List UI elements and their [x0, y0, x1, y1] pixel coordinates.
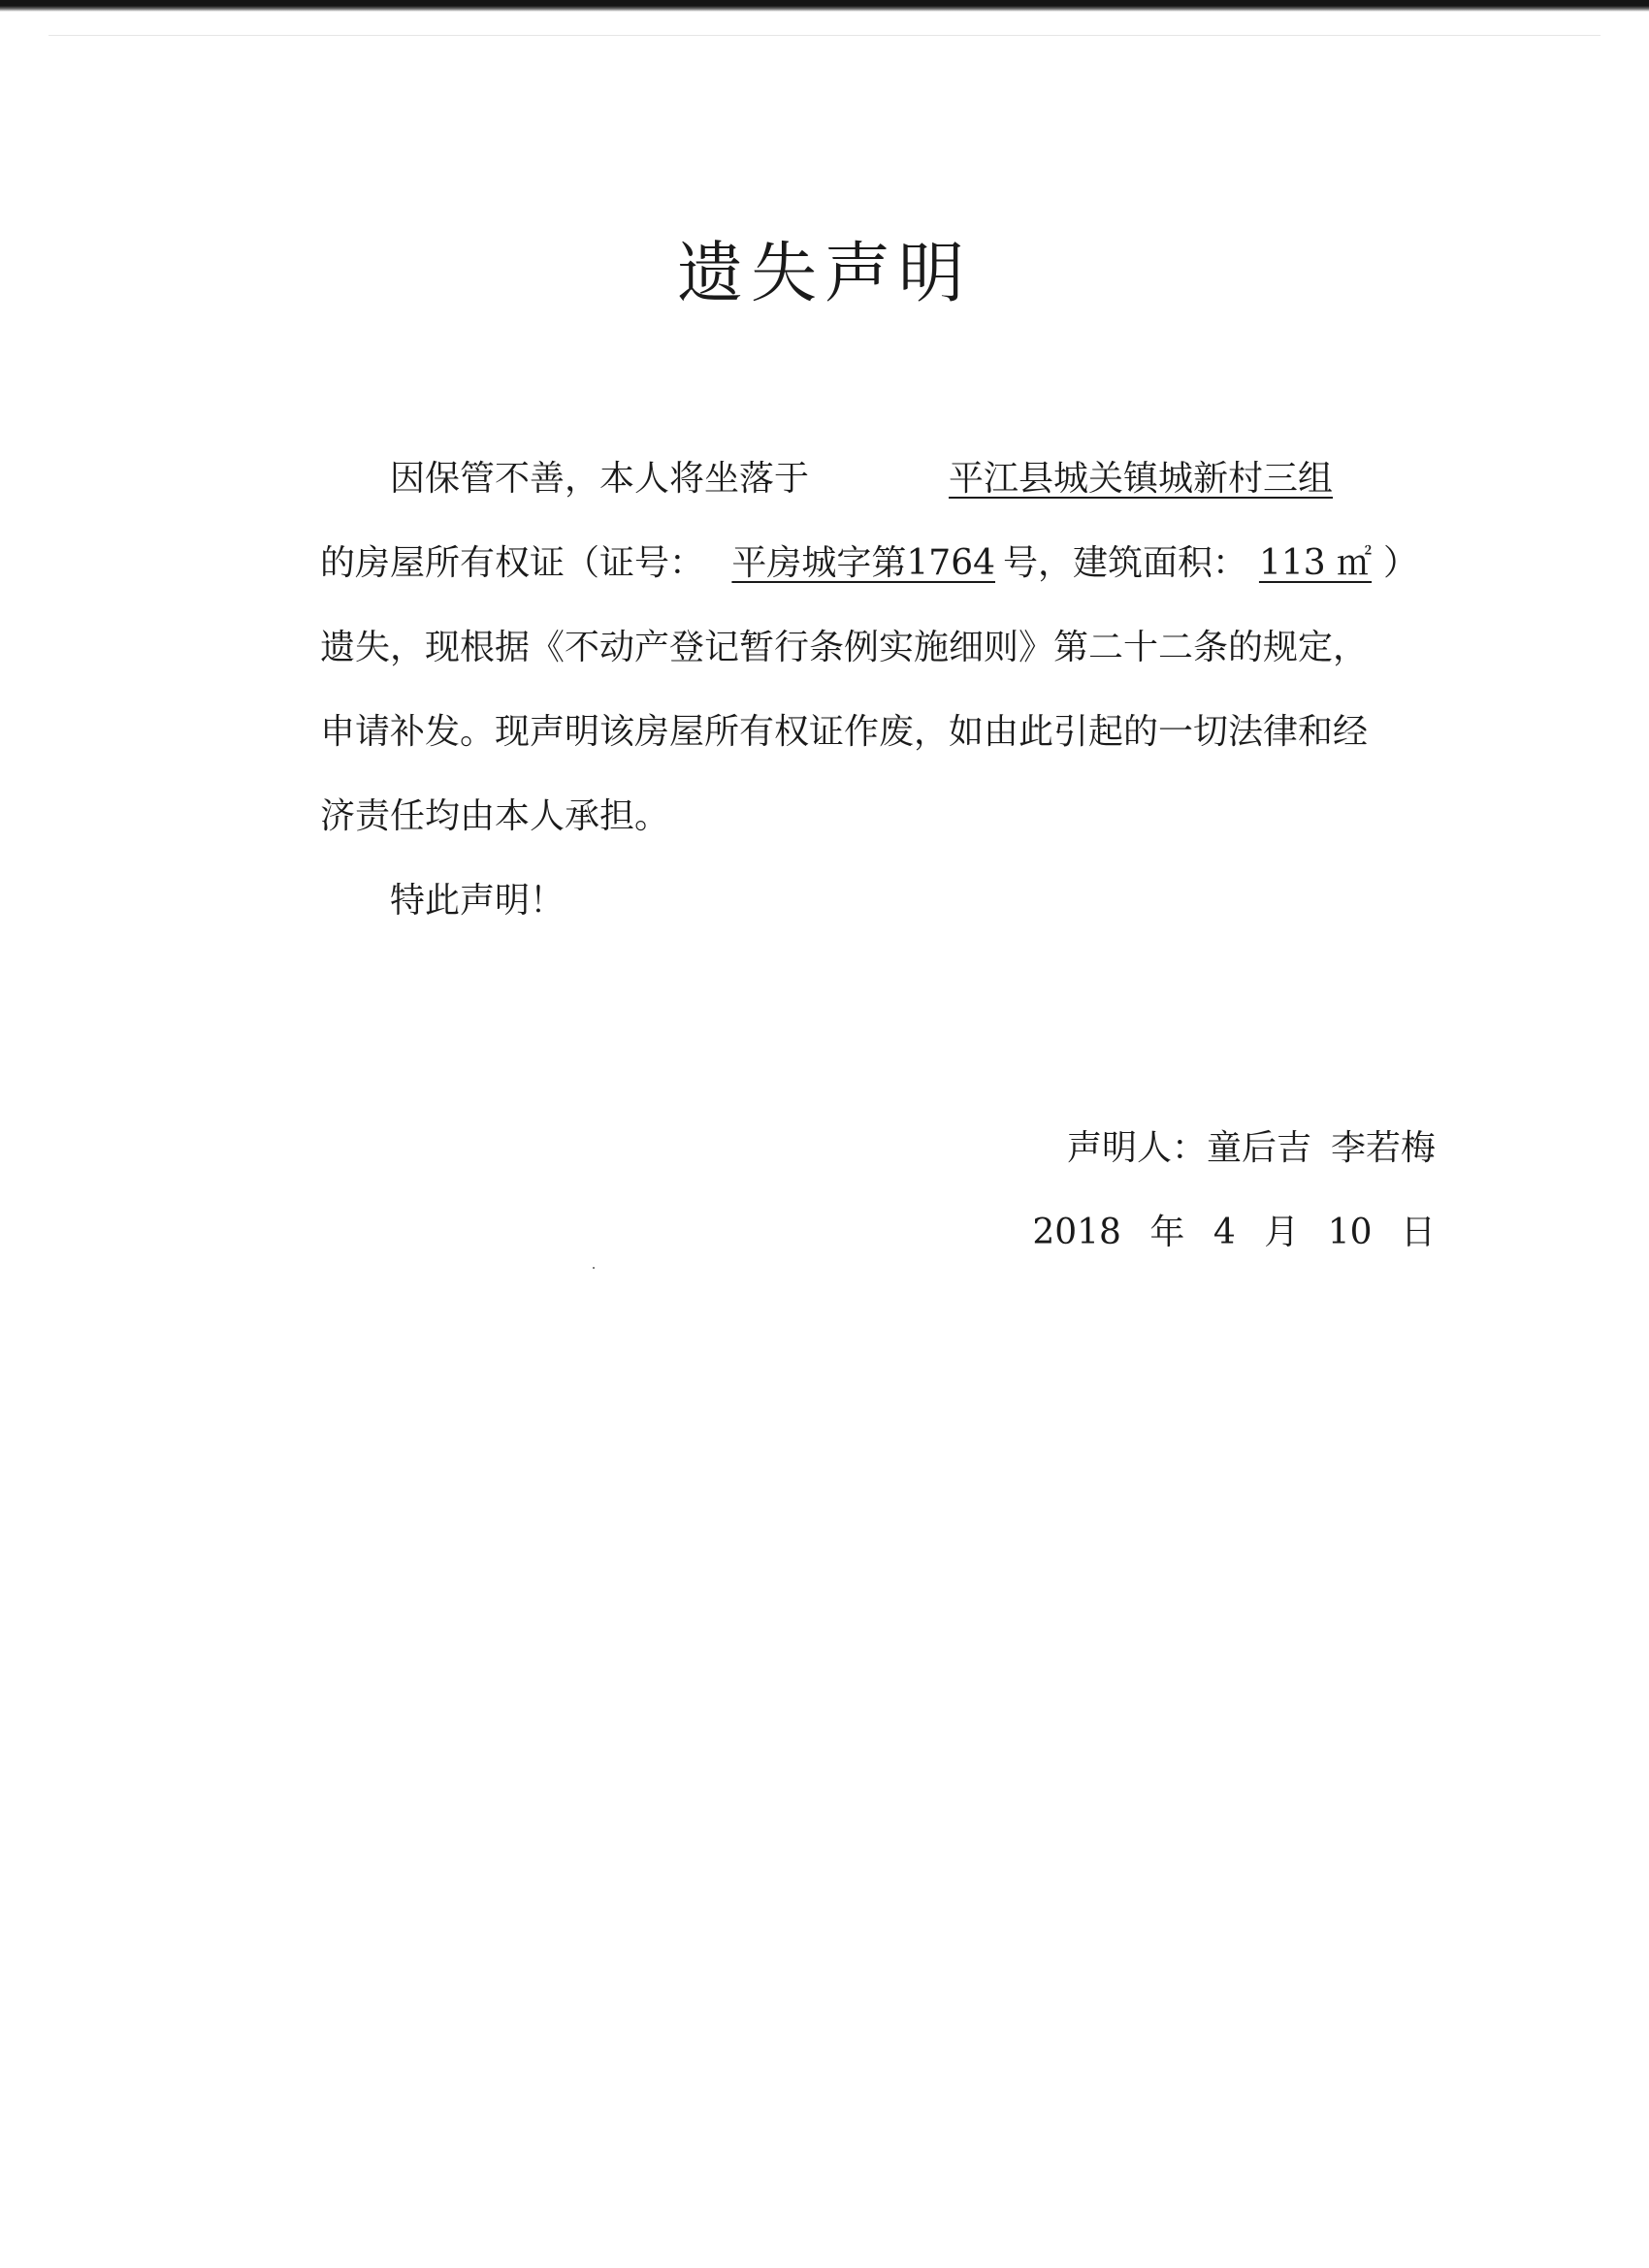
date-year-unit: 年 [1149, 1213, 1185, 1252]
body-line-4: 申请补发。现声明该房屋所有权证作废，如由此引起的一切法律和经 [320, 712, 1369, 752]
scan-artifact-dot [593, 1267, 595, 1269]
declaration-body [320, 437, 1436, 943]
cert-number-field: 平房城字第1764 [731, 543, 996, 583]
date-month-unit: 月 [1264, 1213, 1300, 1252]
declarant-name-1: 童后吉 [1206, 1128, 1311, 1168]
date-row [1009, 1190, 1436, 1275]
closing-statement: 特此声明！ [390, 881, 566, 921]
body-line-1 [320, 437, 1436, 521]
body-line-5: 济责任均由本人承担。 [320, 796, 670, 836]
signature-block [1009, 1106, 1436, 1275]
body-line-3: 遗失，现根据《不动产登记暂行条例实施细则》第二十二条的规定， [320, 628, 1369, 667]
scan-artifact-line [48, 35, 1600, 36]
declarant-row [1009, 1106, 1436, 1190]
declarant-label: 声明人： [1066, 1128, 1207, 1168]
scan-top-edge [0, 0, 1649, 12]
date-month: 4 [1212, 1213, 1236, 1252]
document-title: 遗失声明 [676, 236, 972, 312]
location-field: 平江县城关镇城新村三组 [949, 459, 1334, 499]
body-line-2 [320, 521, 1436, 605]
date-day: 10 [1327, 1213, 1373, 1252]
line1-prefix: 因保管不善，本人将坐落于 [390, 459, 810, 499]
line2-suffix: ） [1383, 543, 1419, 583]
declarant-name-2: 李若梅 [1330, 1128, 1436, 1168]
area-field: 113 ㎡ [1258, 543, 1373, 583]
line2-middle: 号，建筑面积： [1003, 543, 1248, 583]
date-year: 2018 [1032, 1213, 1121, 1252]
line2-prefix: 的房屋所有权证（证号： [320, 543, 705, 583]
date-day-unit: 日 [1400, 1213, 1436, 1252]
